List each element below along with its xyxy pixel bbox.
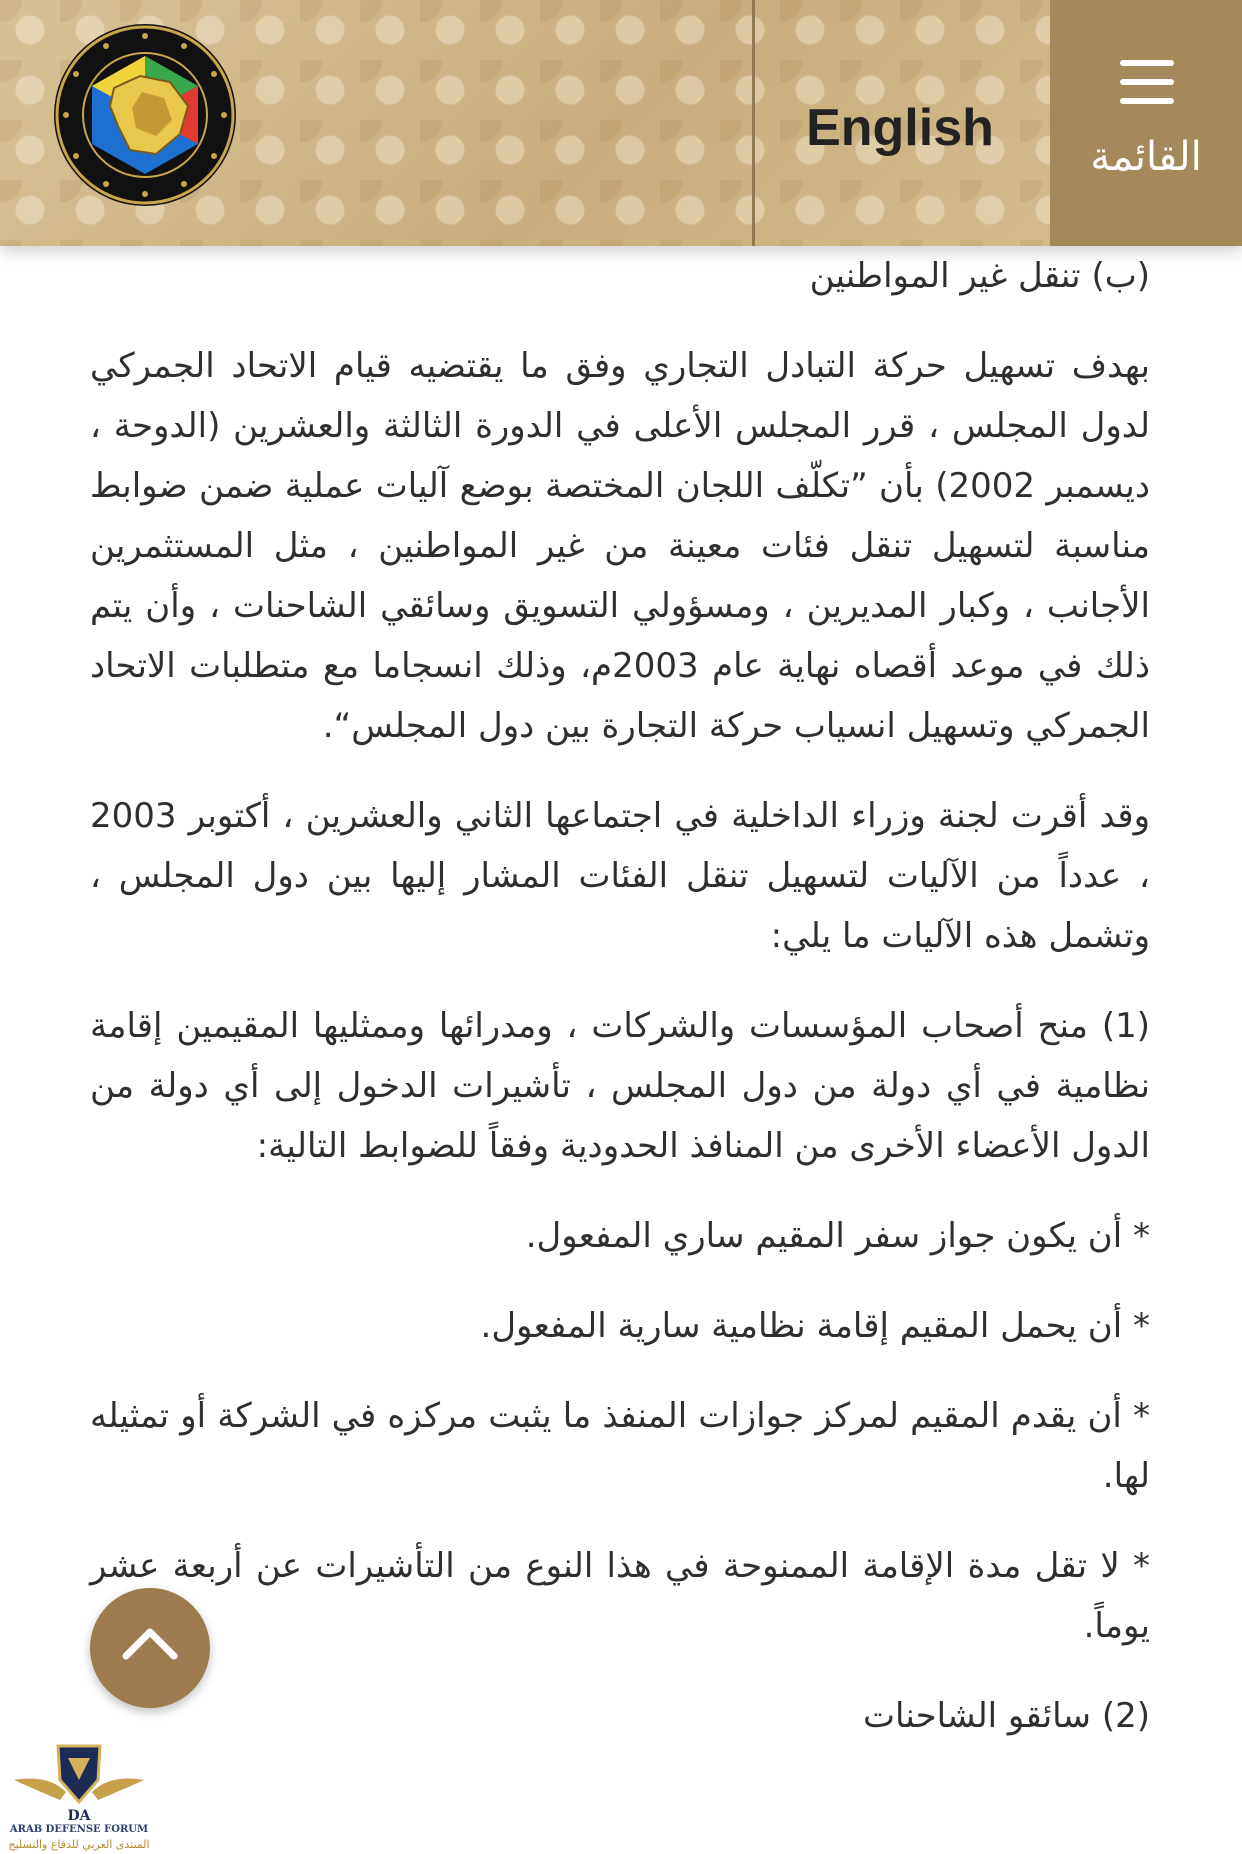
section-subheading: (ب) تنقل غير المواطنين xyxy=(809,256,1150,296)
list-item: * أن يكون جواز سفر المقيم ساري المفعول. xyxy=(525,1216,1150,1256)
watermark-initials: DA xyxy=(67,1808,91,1824)
watermark-name-en: ARAB DEFENSE FORUM xyxy=(9,1824,149,1835)
header-divider xyxy=(752,0,755,246)
watermark-logo xyxy=(8,1740,150,1852)
hamburger-icon xyxy=(1120,60,1174,104)
list-item: * أن يقدم المقيم لمركز جوازات المنفذ ما يثبت مركزه في الشركة أو تمثيله لها. xyxy=(90,1396,1150,1496)
menu-label: القائمة xyxy=(1090,134,1202,180)
site-header xyxy=(0,0,1242,246)
watermark-name-ar: المنتدى العربي للدفاع والتسليح xyxy=(8,1838,150,1851)
scroll-to-top-button[interactable] xyxy=(90,1588,210,1708)
menu-button[interactable] xyxy=(1050,0,1242,246)
paragraph: بهدف تسهيل حركة التبادل التجاري وفق ما يقتضيه قيام الاتحاد الجمركي لدول المجلس ، قرر المجلس الأعلى في الدورة الثالثة والعشرين (الدوحة ، ديسمبر 2002) بأن ”تكلّف اللجان المختصة بوضع آليات عملية ضمن ضوابط مناسبة لتسهيل تنقل فئات معينة من غير المواطنين ، مثل المستثمرين الأجانب ، وكبار المديرين ، ومسؤولي التسويق وسائقي الشاحنات ، وأن يتم ذلك في موعد أقصاه نهاية عام 2003م، وذلك انسجاما مع متطلبات الاتحاد الجمركي وتسهيل انسياب حركة التجارة بين دول المجلس“. xyxy=(90,346,1150,746)
list-item: * لا تقل مدة الإقامة الممنوحة في هذا النوع من التأشيرات عن أربعة عشر يوماً. xyxy=(90,1546,1150,1646)
paragraph: وقد أقرت لجنة وزراء الداخلية في اجتماعها الثاني والعشرين ، أكتوبر 2003 ، عدداً من الآليات لتسهيل تنقل الفئات المشار إليها بين دول المجلس ، وتشمل هذه الآليات ما يلي: xyxy=(90,796,1150,956)
chevron-up-icon xyxy=(120,1622,180,1662)
language-switch-link[interactable]: English xyxy=(806,99,994,157)
paragraph: (1) منح أصحاب المؤسسات والشركات ، ومدرائها وممثليها المقيمين إقامة نظامية في أي دولة من دول المجلس ، تأشيرات الدخول إلى أي دولة من الدول الأعضاء الأخرى من المنافذ الحدودية وفقاً للضوابط التالية: xyxy=(90,1006,1150,1166)
list-item: * أن يحمل المقيم إقامة نظامية سارية المفعول. xyxy=(480,1306,1150,1346)
eagle-shield-icon xyxy=(8,1740,150,1826)
gcc-emblem-icon[interactable] xyxy=(52,22,238,208)
article-body xyxy=(90,246,1150,1776)
section-subheading: (2) سائقو الشاحنات xyxy=(862,1696,1150,1736)
